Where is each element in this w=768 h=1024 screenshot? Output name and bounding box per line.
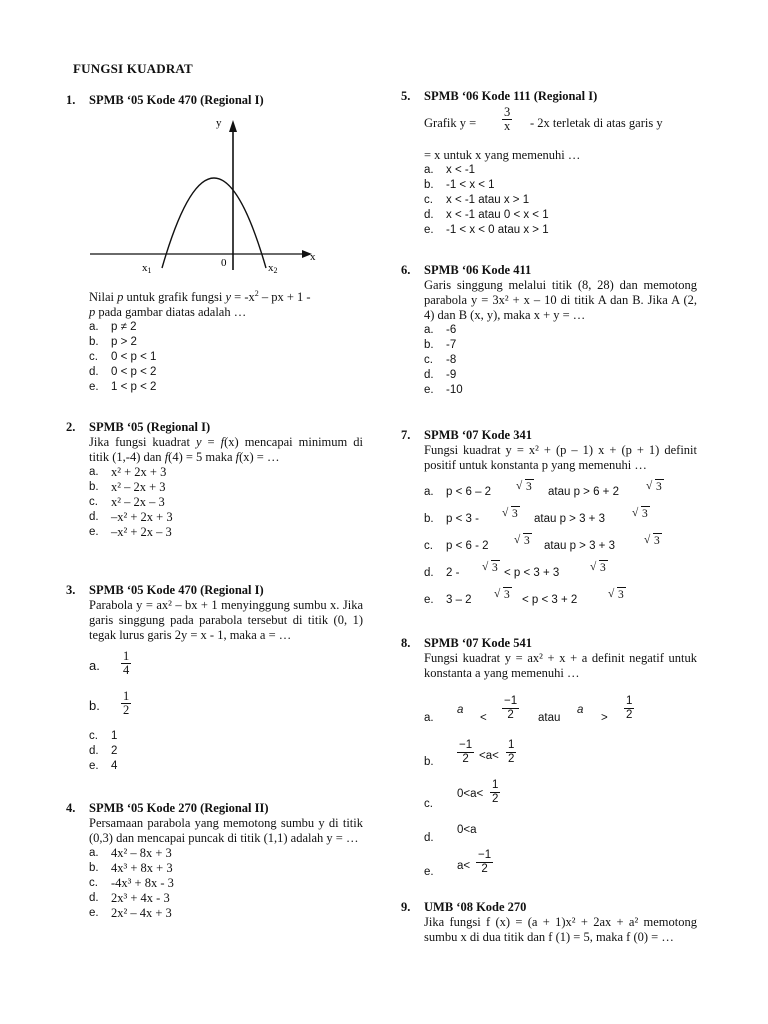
question-number: 4.: [66, 801, 76, 815]
option-d[interactable]: d. -9: [424, 369, 457, 381]
question-source: SPMB ‘07 Kode 341: [424, 428, 532, 442]
origin-label: 0: [221, 257, 227, 269]
question-source: SPMB ‘05 Kode 470 (Regional I): [89, 93, 264, 107]
question-source: SPMB ‘05 Kode 270 (Regional II): [89, 801, 269, 815]
question-number: 9.: [401, 900, 411, 914]
option-list: [89, 465, 363, 540]
option-list: [89, 846, 363, 921]
option-list: [89, 320, 363, 395]
question-number: 6.: [401, 263, 411, 277]
question-source: SPMB ‘06 Kode 411: [424, 263, 532, 277]
question-number: 8.: [401, 636, 411, 650]
option-b[interactable]: b. 4x³ + 8x + 3: [89, 861, 173, 875]
question-1: [66, 93, 362, 108]
option-c[interactable]: c. x < -1 atau x > 1: [424, 194, 530, 206]
question-source: SPMB ‘05 Kode 470 (Regional I): [89, 583, 264, 597]
option-d[interactable]: d. 2x³ + 4x - 3: [89, 891, 170, 905]
parabola-graph: [80, 110, 330, 280]
question-7: [401, 428, 697, 607]
option-a[interactable]: a. x < -1: [424, 164, 476, 176]
option-a[interactable]: a. p < 6 – 2 √ 3 atau p > 6 + 2 √ 3: [424, 485, 434, 500]
option-e[interactable]: e. 1 < p < 2: [89, 381, 157, 393]
option-a[interactable]: a. $\frac{1}{4}$: [89, 649, 130, 677]
option-e[interactable]: e. a< $\frac{-1}{2}$: [424, 849, 492, 878]
question-text: Jika fungsi kuadrat y = f(x) mencapai minimum di titik (1,-4) dan f(4) = 5 maka f(x) = …: [89, 435, 363, 464]
question-9: [401, 900, 697, 945]
option-list: [424, 163, 697, 238]
option-list: [424, 477, 697, 607]
x-axis-label: x: [310, 251, 316, 263]
option-e[interactable]: e. 2x² – 4x + 3: [89, 906, 172, 920]
question-4: [66, 801, 363, 921]
question-number: 3.: [66, 583, 76, 597]
option-c[interactable]: c. -4x³ + 8x - 3: [89, 876, 174, 890]
question-3: [66, 583, 363, 774]
question-text: Parabola y = ax² – bx + 1 menyinggung sumbu x. Jika garis singgung pada parabola tersebut di titik (0, 1) tegak lurus garis 2y = x - 1, maka a = …: [89, 598, 363, 642]
option-b[interactable]: b. -7: [424, 339, 457, 351]
option-list: [424, 681, 697, 881]
question-6: [401, 263, 697, 398]
option-c[interactable]: c. p < 6 - 2 √ 3 atau p > 3 + 3 √ 3: [424, 539, 433, 554]
question-text-line-1: Grafik y = $\frac{3}{x}$ - 2x terletak di atas garis y: [424, 105, 663, 133]
option-b[interactable]: b. $\frac{-1}{2}$ <a< $\frac{1}{2}$: [424, 739, 515, 768]
option-b[interactable]: b. x² – 2x + 3: [89, 480, 166, 494]
option-c[interactable]: c. 0 < p < 1: [89, 351, 157, 363]
question-number: 5.: [401, 89, 411, 103]
question-number: 2.: [66, 420, 76, 434]
x1-label: x1: [142, 262, 152, 275]
page-title: FUNGSI KUADRAT: [73, 61, 193, 76]
option-e[interactable]: e. -1 < x < 0 atau x > 1: [424, 224, 549, 236]
option-c[interactable]: c. -8: [424, 354, 457, 366]
question-text: Fungsi kuadrat y = ax² + x + a definit negatif untuk konstanta a yang memenuhi …: [424, 651, 697, 680]
option-list: [89, 729, 363, 774]
question-text: Persamaan parabola yang memotong sumbu y di titik (0,3) dan mencapai puncak di titik (1,1) adalah y = …: [89, 816, 363, 845]
option-b[interactable]: b. -1 < x < 1: [424, 179, 495, 191]
option-a[interactable]: a. 4x² – 8x + 3: [89, 846, 172, 860]
question-number: 7.: [401, 428, 411, 442]
option-d[interactable]: d. 0<a: [424, 824, 477, 844]
option-b[interactable]: b. $\frac{1}{2}$: [89, 689, 130, 717]
option-d[interactable]: d. x < -1 atau 0 < x < 1: [424, 209, 549, 221]
option-c[interactable]: c. x² – 2x – 3: [89, 495, 165, 509]
question-text: Jika fungsi f (x) = (a + 1)x² + 2ax + a² memotong sumbu x di dua titik dan f (1) = 5, maka f (0) = …: [424, 915, 697, 944]
option-d[interactable]: d. –x² + 2x + 3: [89, 510, 173, 524]
option-a[interactable]: a. a < $\frac{-1}{2}$ atau a > $\frac{1}{2}$: [424, 695, 633, 724]
option-d[interactable]: d. 0 < p < 2: [89, 366, 157, 378]
option-e[interactable]: e. –x² + 2x – 3: [89, 525, 172, 539]
option-c[interactable]: c. 1: [89, 730, 118, 742]
option-a[interactable]: a. -6: [424, 324, 457, 336]
question-source: SPMB ‘07 Kode 541: [424, 636, 532, 650]
question-8: [401, 636, 697, 881]
option-e[interactable]: e. -10: [424, 384, 463, 396]
option-b[interactable]: b. p > 2: [89, 336, 137, 348]
question-2: [66, 420, 363, 540]
question-text: Nilai p untuk grafik fungsi $y = -x^2$ – px + 1 - p pada gambar diatas adalah …: [89, 288, 311, 319]
question-5: [401, 89, 697, 238]
x2-label: x2: [268, 262, 278, 275]
question-1-body: [89, 290, 363, 395]
y-axis-label: y: [216, 117, 222, 129]
question-source: UMB ‘08 Kode 270: [424, 900, 527, 914]
option-a[interactable]: a. x² + 2x + 3: [89, 465, 167, 479]
question-number: 1.: [66, 93, 76, 107]
option-c[interactable]: c. 0<a< $\frac{1}{2}$: [424, 779, 499, 810]
option-a[interactable]: a. p ≠ 2: [89, 321, 137, 333]
option-list: [424, 323, 697, 398]
question-text-line-2: = x untuk x yang memenuhi …: [424, 148, 581, 162]
option-d[interactable]: d. 2 - √ 3 < p < 3 + 3 √ 3: [424, 566, 434, 581]
option-d[interactable]: d. 2: [89, 745, 118, 757]
option-e[interactable]: e. 3 – 2 √ 3 < p < 3 + 2 √ 3: [424, 593, 434, 608]
y-axis-arrow: [229, 120, 237, 132]
question-source: SPMB ‘06 Kode 111 (Regional I): [424, 89, 598, 103]
question-source: SPMB ‘05 (Regional I): [89, 420, 211, 434]
question-text: Fungsi kuadrat y = x² + (p – 1) x + (p + 1) definit positif untuk konstanta p yang memenuhi …: [424, 443, 697, 472]
option-e[interactable]: e. 4: [89, 760, 118, 772]
option-b[interactable]: b. p < 3 - √ 3 atau p > 3 + 3 √ 3: [424, 512, 434, 527]
question-text: Garis singgung melalui titik (8, 28) dan memotong parabola y = 3x² + x – 10 di titik A dan B. Jika A (2, 4) dan B (x, y), maka x + y = …: [424, 278, 697, 322]
